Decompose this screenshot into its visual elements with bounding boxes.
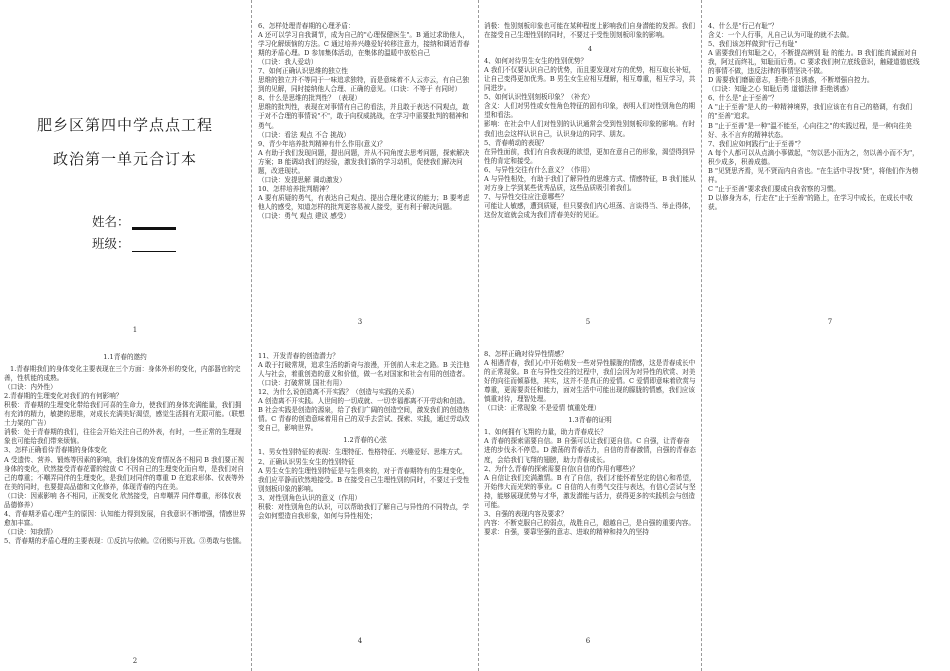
text-line: 可能让人敏感，遭到质疑，但只要我们内心坦荡、言谈得当、举止得体，这份友谊就会成为我们青春美好的见证。 [484, 201, 695, 219]
name-blank[interactable] [132, 215, 176, 230]
question-line: 10、怎样培养批判精神？ [258, 184, 333, 193]
mnemonic-line: （口诀：打破常规 国社有用） [258, 379, 346, 388]
column-divider [478, 0, 479, 671]
text-line: A 自信让我们充满激情。B 有了自信，我们才能怀着坚定的信心和希望，开始伟大而光荣的事业。C 自信的人有勇气交往与表达，有信心尝试与坚持，能够展现优势与才华，激发潜能与活力，获得更多的实践机会与创造可能。 [484, 473, 696, 509]
page-2-content [4, 350, 246, 652]
cover-unit-title: 政治第一单元合订本 [52, 150, 197, 168]
mnemonic-line: （口诀：因素影响 各不相同，正视变化 欣然接受，自卑嘲弄 同伴尊重，形体仪表 品德修养） [4, 491, 242, 509]
text-line: 思维的独立并不等同于一味追求独特，而是意味着不人云亦云，有自己独到的见解，同时接纳他人合理、正确的意见。（口诀：不等于 有同时） [258, 76, 469, 94]
question-line: 6、什么是"止于至善"？ [708, 94, 778, 103]
page-7-content [708, 22, 922, 292]
section-heading: 1.3青春的证明 [568, 416, 612, 425]
text-line: 积极：青春期的生理变化带给我们可喜的生命力，使我们的身体充满能量，我们拥有充沛的精力，敏捷的思维，对成长充满美好渴望，感觉生活拥有无限可能。（联想土力架的广告） [4, 401, 245, 428]
text-line: B "见贤思齐焉，见不贤而内自省也。"在生活中寻找"贤"，将他们作为榜样。 [708, 166, 919, 184]
question-line: 3、怎样正确看待青春期的身体变化 [4, 446, 108, 455]
question-line: 2.青春期的生理变化对我们的有何影响？ [4, 392, 123, 401]
page-3-content [258, 22, 472, 314]
text-line: 在异性面前，我们有自我表现的欲望，更加在意自己的形象，渴望得到异性的肯定和接受。 [484, 147, 695, 165]
question-line: 3、自强的表现内容及要求？ [484, 509, 568, 518]
text-line: A 男生女生的生理性别特征是与生俱来的，对于青春期特有的生理变化，我们应平静而欣然地接受。B 在接受自己生理性别的同时，不要过于受性别刻板印象的影响。 [258, 466, 470, 493]
question-line: 12、为什么说创造离不开实践？（创造与实践的关系） [258, 388, 419, 397]
name-label: 姓名： [92, 214, 130, 229]
text-line: 消极：性别刻板印象也可能在某种程度上影响我们自身潜能的发挥。我们在接受自己生理性别的同时，不要过于受性别刻板印象的影响。 [484, 22, 695, 40]
text-line: A 我们不仅要认识自己的优势，而且要发现对方的优势，相互取长补短，让自己变得更加优秀。B 男生女生应相互理解，相互尊重，相互学习，共同进步。 [484, 66, 696, 93]
text-line: A 还可以学习自我调节，成为自己的"心理保健医生"。B 通过求助他人，学习化解烦恼的方法。C 通过培养兴趣爱好转移注意力，接纳和调适青春期的矛盾心理。D 参加集体活动，在集体的温暖中放松自己 [258, 31, 470, 58]
class-label: 班级： [92, 236, 130, 251]
text-line: D 需要我们磨砺意志，拒绝不良诱惑，不断增强自控力。 [708, 76, 874, 85]
cover-school-title: 肥乡区第四中学点点工程 [36, 116, 213, 134]
page-number: 5 [585, 318, 591, 326]
page-number: 6 [585, 637, 591, 645]
text-line: A 受遗传、营养、锻炼等因素的影响，我们身体的发育情况各不相同 B 我们要正视身体的变化，欣然接受青春花蕾的绽放 C 不因自己的生理变化而自卑，是我们对自己的尊重；不嘲弄同伴的生理变化，是我们对同伴的尊重 D 在追求形体、仪表等外在美的同时，也要提高品德和文化修养，体现青春的内在美。 [4, 455, 245, 491]
text-line: B "止于至善"是一种"温不能至，心向往之"的实践过程，是一种向往美好、永不言弃的精神状态。 [708, 121, 912, 139]
text-line: 积极：对性别角色的认识，可以帮助我们了解自己与异性的不同特点，学会如何塑造自我形象，如何与异性相处； [258, 502, 469, 520]
name-field[interactable] [92, 212, 176, 230]
mnemonic-line: （口诀：看法 观点 不合 挑战） [258, 130, 351, 139]
mnemonic-line: （口诀：我人爱动） [258, 58, 318, 67]
page-number: 2 [132, 657, 138, 665]
page-number-inline: 4 [587, 45, 593, 54]
question-line: 5、青春萌动的表现？ [484, 138, 548, 147]
page-number: 3 [357, 318, 363, 326]
text-line: 内容：不断克服自己的弱点，战胜自己，超越自己，是自强的重要内容。要求：自强，要靠坚强的意志、进取的精神和持久的坚持 [484, 518, 695, 536]
text-line: A 要有质疑的勇气，有表达自己观点、提出合理化建议的能力；B 要考虑他人的感受，知道怎样的批判更容易被人接受，更有利于解决问题。 [258, 193, 470, 211]
mnemonic-line: （口诀：正常现象 不是爱情 慎重处理） [484, 404, 601, 413]
mnemonic-line: （口诀：勇气 观点 建议 感受） [258, 211, 351, 220]
text-line: A 每个人都可以从点滴小事做起，"勿以恶小而为之，勿以善小而不为"，积少成多，积善成德。 [708, 148, 919, 166]
question-line: 5、我们该怎样做到"行己有耻" [708, 40, 798, 49]
page-5-content [484, 22, 696, 316]
question-line: 9、青少年培养批判精神有什么作用(意义)？ [258, 139, 387, 148]
question-line: 3、对性别角色认识的意义（作用） [258, 493, 362, 502]
text-line: A 相遇青春，我们心中开始萌发一些对异性朦胧的情感，这是青春成长中的正常现象。B 在与异性交往的过程中，我们会因为对异性的欣赏、对美好的向往而倾慕他，其实，这并不是真正的爱情。C 爱情即意味着欣赏与尊重，更需要责任和能力，面对生活中可能出现的朦胧的情感，我们应该慎重对待，理智处理。 [484, 359, 696, 404]
text-line: 含义：一个人行事，凡自己认为可耻的就不去做。 [708, 31, 854, 40]
question-line: 11、开发青春的创造潜力？ [258, 352, 339, 360]
text-line: 1.青春期我们的身体变化主要表现在三个方面：身体外形的变化，内部器官的完善，性机能的成熟。 [4, 365, 241, 383]
question-line: 1、如何拥有飞翔的力量，助力青春成长？ [484, 428, 607, 437]
question-line: 4、如何对待男生女生的性别优势？ [484, 57, 588, 66]
text-line: A 敢于打破常规，追求生活的新奇与浪漫，开创前人未走之路。B 关注他人与社会，着重创造的意义和价值，做一名对国家和社会有用的创造者。 [258, 361, 470, 379]
question-line: 7、我们应如何践行"止于至善"？ [708, 139, 804, 148]
question-line: 5、如何认识性别刻板印象？（补充） [484, 93, 594, 102]
text-line: 4、青春期矛盾心理产生的原因：认知能力得到发展，自我意识不断增强，情感世界愈加丰富。 [4, 509, 246, 527]
question-line: 2、正确认识男生女生的性别特征 [258, 457, 355, 466]
text-line: A 有助于我们发现问题，提出问题，并从不同角度去思考问题，探索解决方案；B 能调动我们的经验，激发我们新的学习动机，促使我们解决问题，改进现状。 [258, 148, 470, 175]
mnemonic-line: （口诀：知耻之心 知耻后勇 道德法律 拒绝诱惑） [708, 85, 853, 94]
text-line: 消极：处于青春期的我们，往往会开始关注自己的外表，有时，一些正常的生理现象也可能给我们带来烦恼。 [4, 428, 242, 446]
mnemonic-line: （口诀：发提思解 调动激发） [258, 175, 346, 184]
question-line: 2、为什么青春的探索需要自信(自信的作用有哪些)？ [484, 464, 639, 473]
column-divider [251, 0, 252, 671]
text-line: 思维的批判性，表现在对事情有自己的看法，并且敢于表达不同观点，敢于对不合理的事情说"不"，敢于向权威挑战，在学习中需要批判的精神和勇气。 [258, 103, 469, 130]
mnemonic-line: （口诀：内外性） [4, 383, 57, 392]
question-line: 7、与异性交往应注意哪些？ [484, 192, 568, 201]
page-4-content [258, 352, 472, 635]
text-line: A 创造离不开实践。人世间的一切成就、一切幸福都离不开劳动和创造。B 社会实践是创造的源泉，给了我们广阔的创造空间，激发我们的创造热情。C 青春的创造意味着用自己的双手去尝试、探索、实践，通过劳动改变自己，影响世界。 [258, 397, 470, 433]
text-line: D 以修身为本，行走在"止于至善"的路上，在学习中成长，在成长中收获。 [708, 193, 913, 211]
text-line: 1、男女性别特征的表现：生理特征、性格特征、兴趣爱好、思维方式。 [258, 448, 467, 457]
question-line: 6、怎样处理青春期的心理矛盾： [258, 22, 355, 30]
text-line: A "止于至善"是人的一种精神境界，我们应该在有自己的格调，有我们的"至善"追求。 [708, 103, 913, 121]
text-line: 含义：人们对男性或女性角色特征的固有印象，表明人们对性别角色的期望和看法。 [484, 102, 695, 120]
class-field[interactable] [92, 234, 176, 252]
text-line: A 需要我们有知耻之心，不断提高辨别 耻 的能力。B 我们能真诚面对自我，阿过而终礼，知耻而后勇。C 要求我们树立底线意识，触碰道德底线的事情不做，违反法律的事情坚决不做。 [708, 49, 920, 76]
text-line: 5、青春期的矛盾心理的主要表现：①反抗与依赖。②闭锁与开放。③勇敢与怯懦。 [4, 536, 246, 545]
question-line: 7、如何正确认识思维的独立性 [258, 67, 348, 76]
page-number: 4 [357, 637, 363, 645]
section-heading: 1.2青春的心弦 [343, 436, 387, 445]
question-line: 8、怎样正确对待异性情感？ [484, 350, 568, 358]
question-line: 8、什么是思维的批判性？（表现） [258, 94, 362, 103]
question-line: 6、与异性交往有什么意义？（作用） [484, 165, 594, 174]
page-number: 1 [132, 326, 138, 334]
section-heading: 1.1青春的邀约 [103, 353, 147, 361]
text-line: A 与异性相处，有助于我们了解异性的思维方式、情感特征，B 我们能从对方身上学到某些优秀品质，这些品质吸引着我们。 [484, 174, 696, 192]
page-6-content [484, 350, 696, 635]
class-blank[interactable] [132, 239, 176, 252]
column-divider [701, 0, 702, 671]
question-line: 4、什么是"行己有耻"？ [708, 22, 778, 30]
text-line: C "止于至善"要求我们要成自我省察的习惯。 [708, 184, 840, 193]
text-line: 影响：在社会中人们对性别的认识通常会受到性别刻板印象的影响。有时我们也会这样认识自己，认识身边的同学、朋友。 [484, 120, 695, 138]
text-line: A 青春的探索需要自信。B 自强可以让我们更自信。C 自强，让青春奋进的步伐永不停息。D 激荡的青春活力，自信的青春激情，自强的青春态度，会给我们飞翔的翅膀，助力青春成长。 [484, 437, 696, 464]
mnemonic-line: （口诀：知我情） [4, 527, 57, 536]
page-number: 7 [827, 318, 833, 326]
